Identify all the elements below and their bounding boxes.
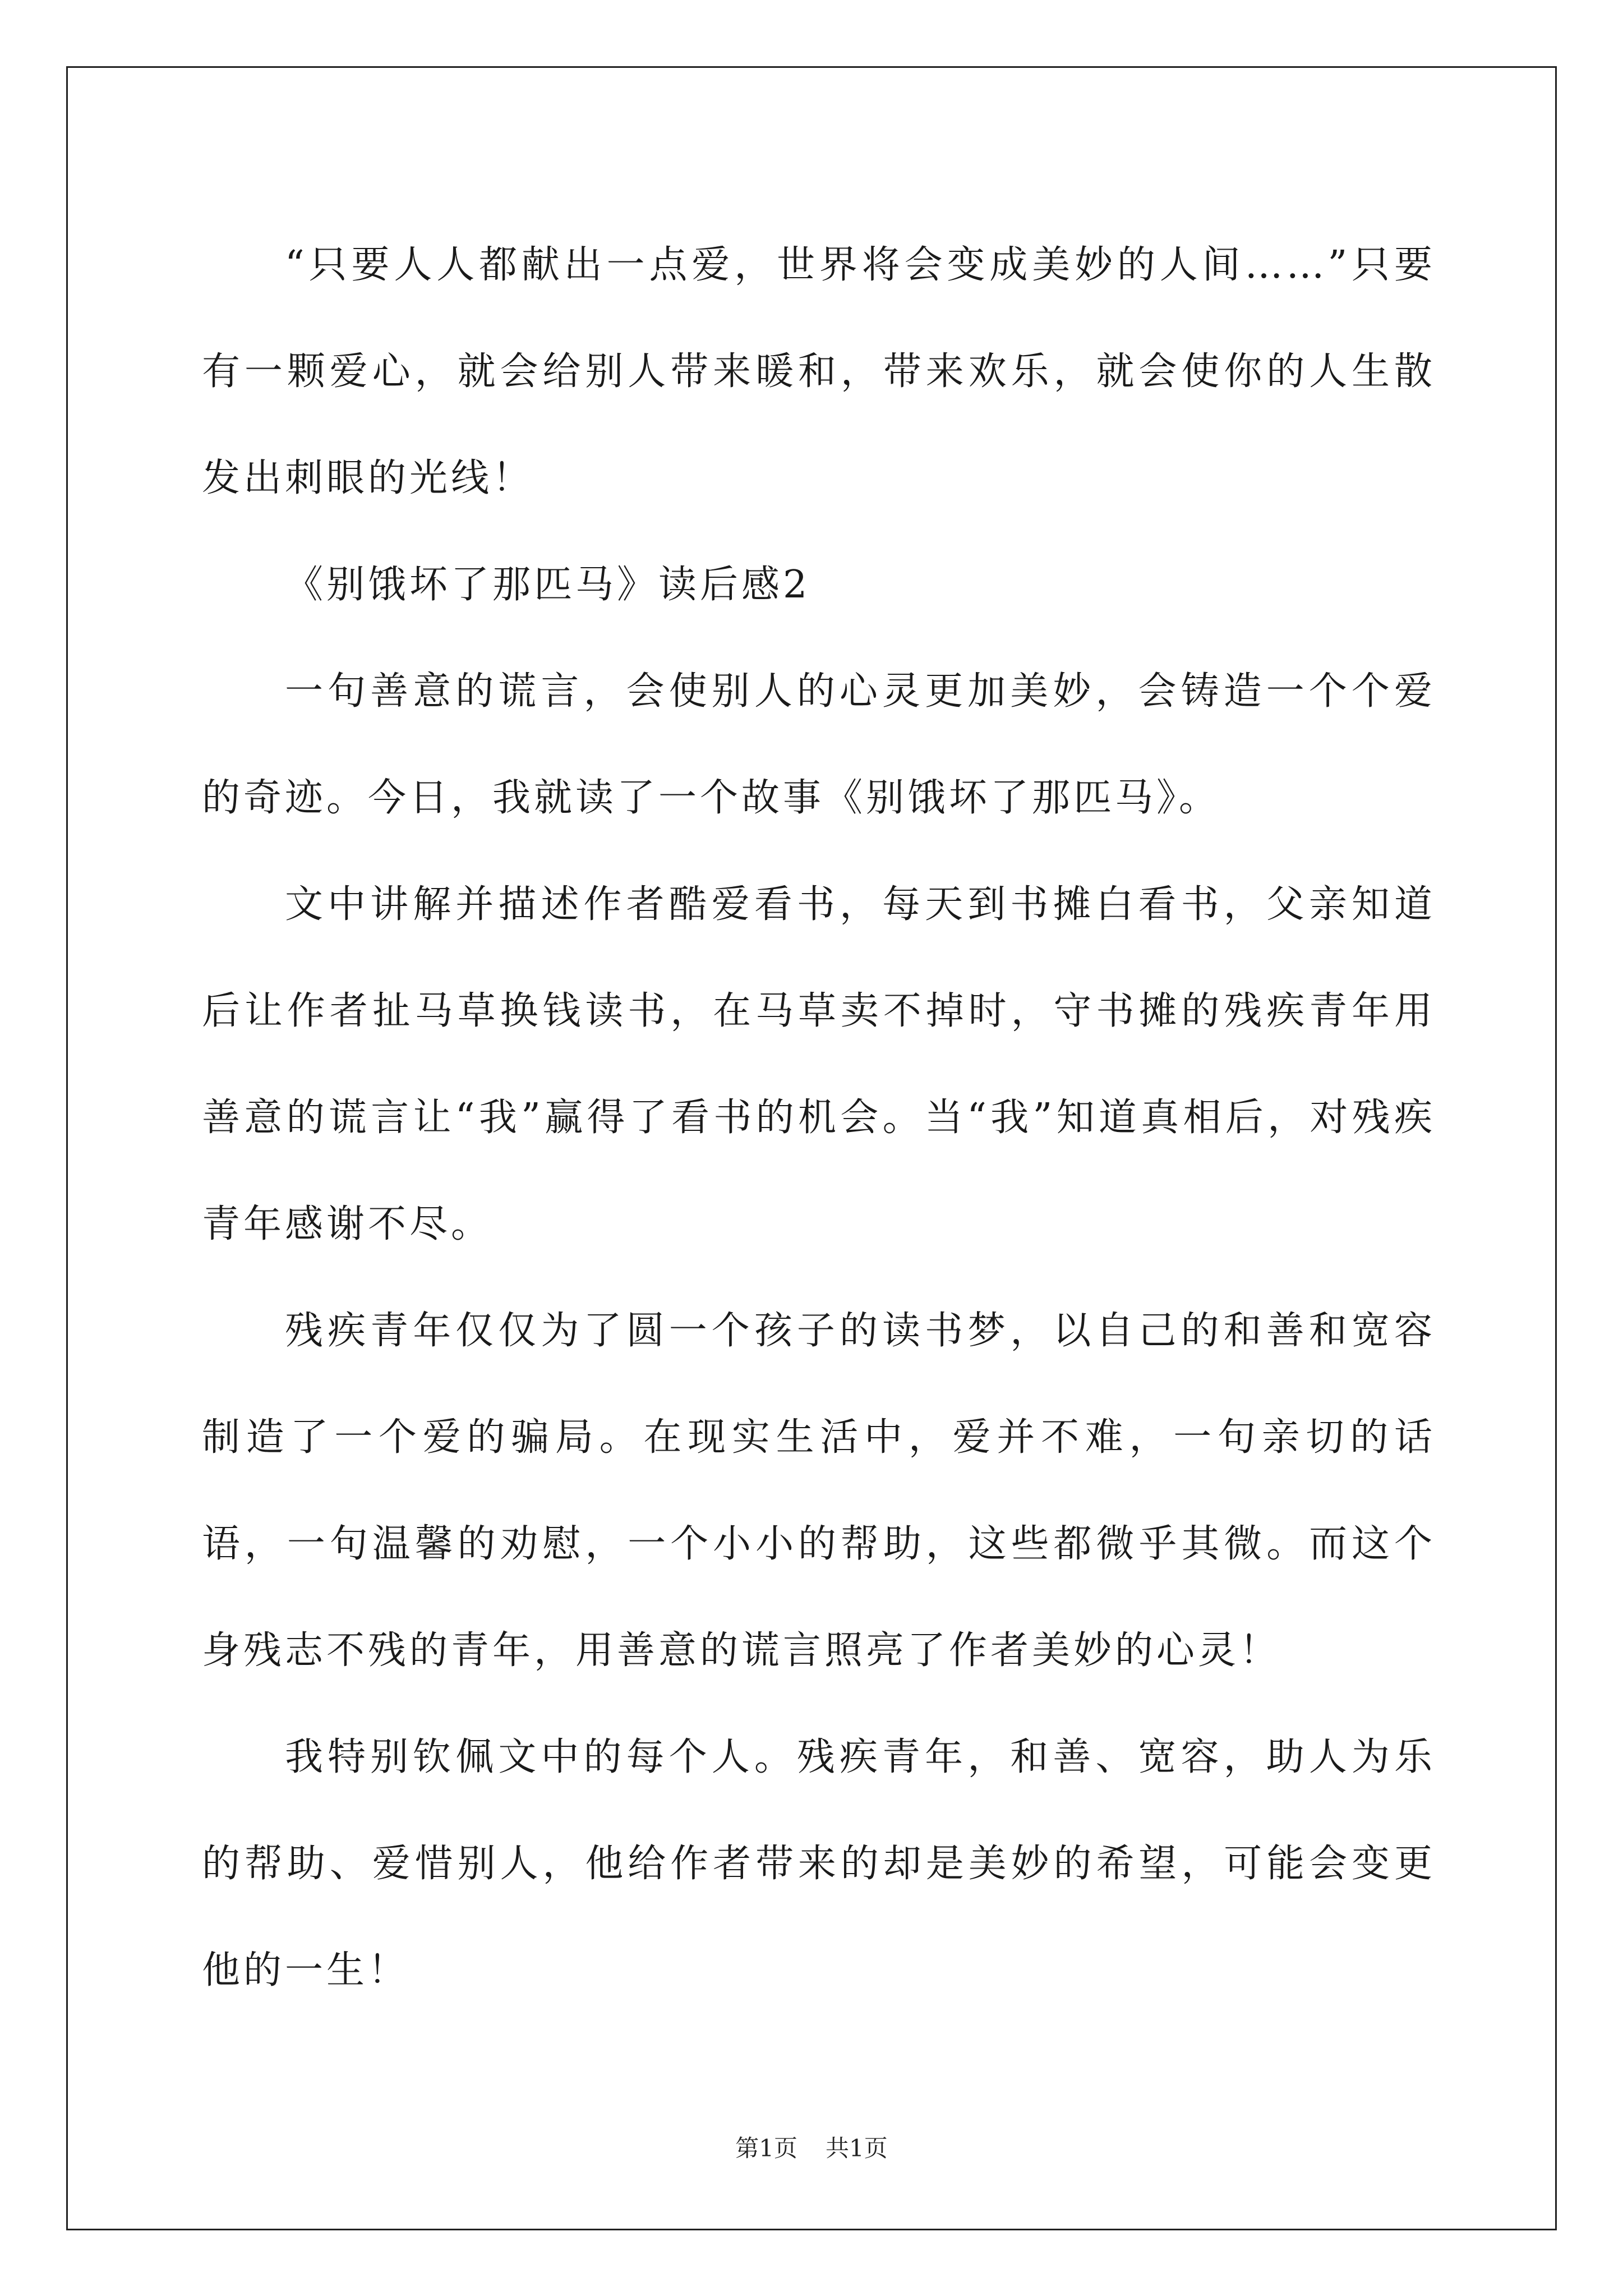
paragraph-admiration: 我特别钦佩文中的每个人。残疾青年，和善、宽容，助人为乐的帮助、爱惜别人，他给作者带来的却是美妙的希望，可能会变更他的一生！ (202, 1735, 1436, 1993)
current-page-number: 第1页 (735, 2134, 797, 2162)
page-footer (0, 2132, 1623, 2165)
paragraph-story: 文中讲解并描述作者酷爱看书，每天到书摊白看书，父亲知道后让作者扯马草换钱读书，在马草卖不掉时，守书摊的残疾青年用善意的谎言让“我”赢得了看书的机会。当“我”知道真相后，对残疾青年感谢不尽。 (202, 882, 1436, 1246)
paragraph-youth: 残疾青年仅仅为了圆一个孩子的读书梦，以自己的和善和宽容制造了一个爱的骗局。在现实生活中，爱并不难，一句亲切的话语，一句温馨的劝慰，一个小小的帮助，这些都微乎其微。而这个身残志不残的青年，用善意的谎言照亮了作者美妙的心灵！ (202, 1309, 1436, 1673)
paragraph-lie: 一句善意的谎言，会使别人的心灵更加美妙，会铸造一个个爱的奇迹。今日，我就读了一个故事《别饿坏了那匹马》。 (202, 669, 1436, 820)
total-page-count: 共1页 (826, 2134, 888, 2162)
paragraph-intro: “只要人人都献出一点爱，世界将会变成美妙的人间……”只要有一颗爱心，就会给别人带来暖和，带来欢乐，就会使你的人生散发出刺眼的光线！ (202, 243, 1436, 500)
section-heading: 《别饿坏了那匹马》读后感2 (285, 563, 811, 607)
document-body (202, 212, 1436, 2024)
